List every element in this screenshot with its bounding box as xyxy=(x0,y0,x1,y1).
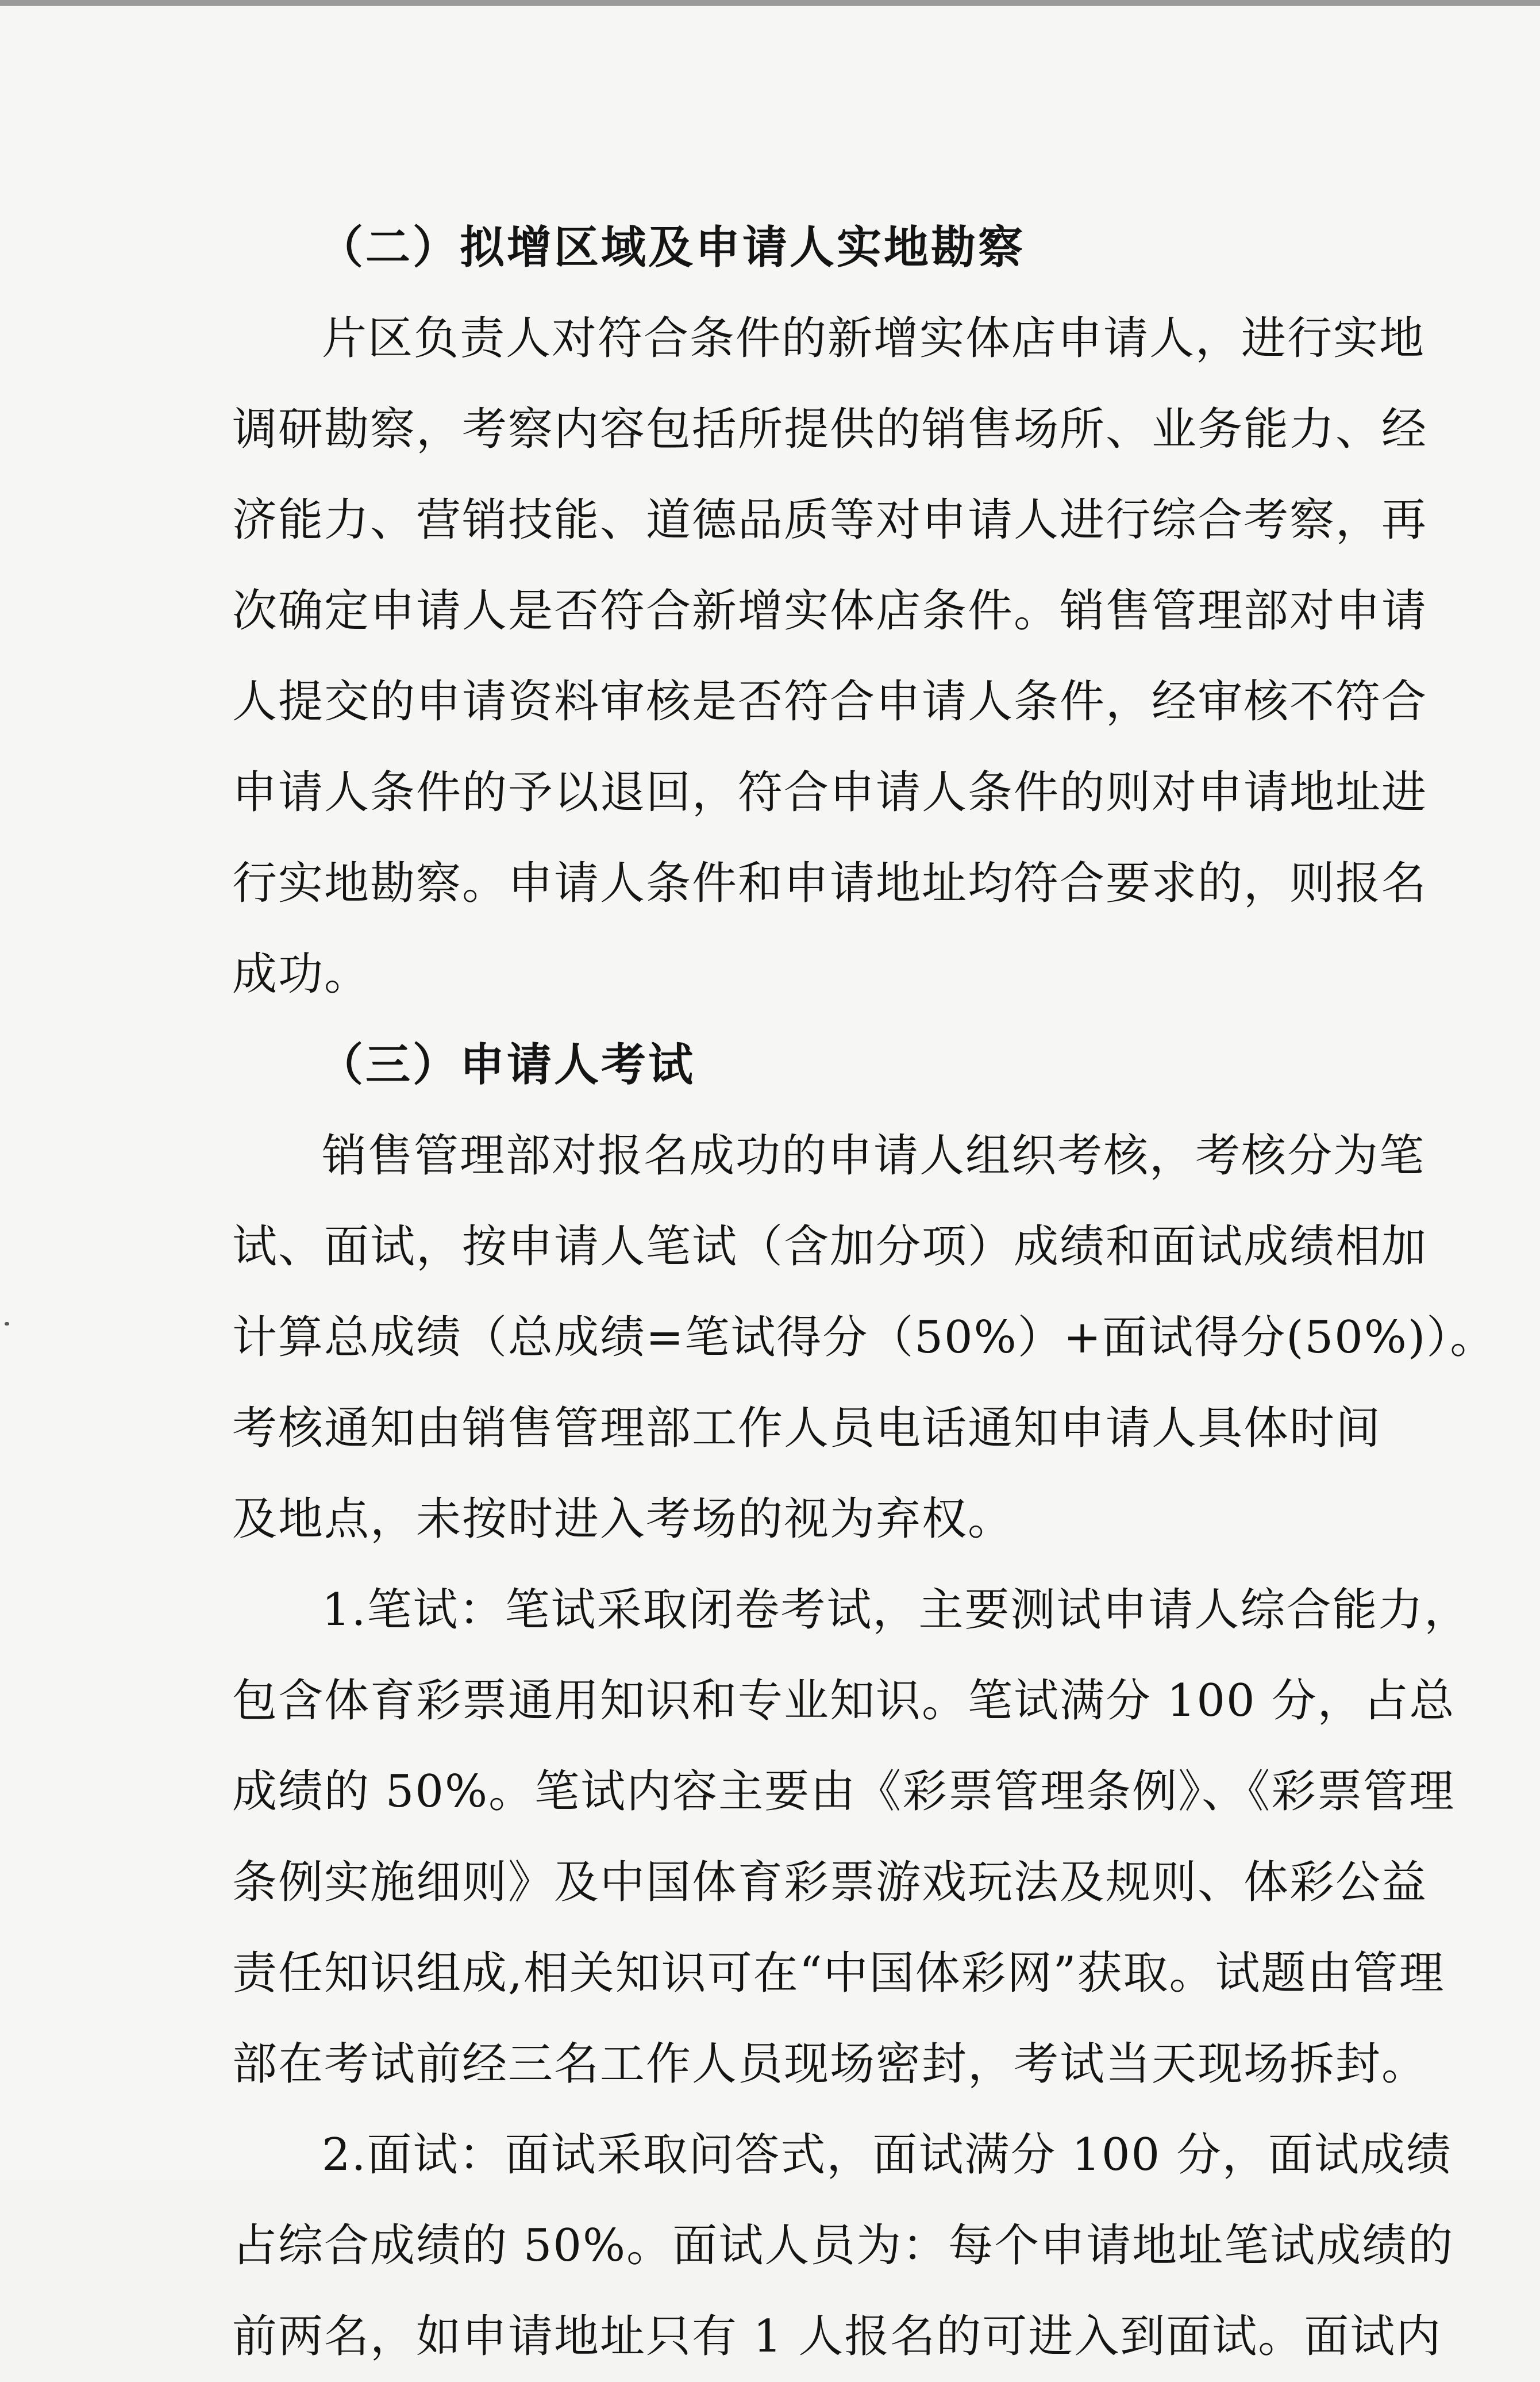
paragraph-line: 申请人条件的予以退回，符合申请人条件的则对申请地址进 xyxy=(232,767,1428,819)
paragraph-line: 人提交的申请资料审核是否符合申请人条件，经审核不符合 xyxy=(232,676,1428,728)
interview-line: 前两名，如申请地址只有 1 人报名的可进入到面试。面试内 xyxy=(232,2311,1442,2362)
written-exam-line: 条例实施细则》及中国体育彩票游戏玩法及规则、体彩公益 xyxy=(232,1857,1428,1908)
paragraph-line: 考核通知由销售管理部工作人员电话通知申请人具体时间 xyxy=(232,1403,1382,1454)
paragraph-line: 计算总成绩（总成绩=笔试得分（50%）+面试得分(50%)）。 xyxy=(232,1312,1496,1363)
paragraph-line: 调研勘察，考察内容包括所提供的销售场所、业务能力、经 xyxy=(232,404,1428,455)
paragraph-line: 次确定申请人是否符合新增实体店条件。销售管理部对申请 xyxy=(232,585,1428,637)
document-body xyxy=(232,202,1496,2382)
interview-line: 占综合成绩的 50%。面试人员为：每个申请地址笔试成绩的 xyxy=(232,2220,1454,2272)
scan-top-edge xyxy=(0,0,1540,6)
written-exam-line: 包含体育彩票通用知识和专业知识。笔试满分 100 分，占总 xyxy=(232,1675,1456,1727)
paragraph-line: 片区负责人对符合条件的新增实体店申请人，进行实地 xyxy=(322,313,1426,364)
interview-line: 2.面试：面试采取问答式，面试满分 100 分，面试成绩 xyxy=(322,2129,1452,2181)
written-exam-line: 成绩的 50%。笔试内容主要由《彩票管理条例》、《彩票管理 xyxy=(232,1766,1456,1818)
paragraph-line: 济能力、营销技能、道德品质等对申请人进行综合考察，再 xyxy=(232,494,1428,546)
written-exam-line: 责任知识组成,相关知识可在“中国体彩网”获取。试题由管理 xyxy=(232,1947,1445,1999)
paragraph-line: 行实地勘察。申请人条件和申请地址均符合要求的，则报名 xyxy=(232,858,1428,909)
paragraph-line: 销售管理部对报名成功的申请人组织考核，考核分为笔 xyxy=(322,1130,1426,1182)
paragraph-line: 及地点，未按时进入考场的视为弃权。 xyxy=(232,1493,1014,1545)
written-exam-line: 1.笔试：笔试采取闭卷考试，主要测试申请人综合能力， xyxy=(322,1584,1470,1636)
scan-speck xyxy=(5,1322,9,1326)
written-exam-line: 部在考试前经三名工作人员现场密封，考试当天现场拆封。 xyxy=(232,2038,1428,2090)
paragraph-line: 试、面试，按申请人笔试（含加分项）成绩和面试成绩相加 xyxy=(232,1221,1428,1273)
section-heading-3: （三）申请人考试 xyxy=(318,1039,696,1091)
paragraph-line: 成功。 xyxy=(232,948,371,1000)
section-heading-2: （二）拟增区域及申请人实地勘察 xyxy=(318,221,1026,274)
